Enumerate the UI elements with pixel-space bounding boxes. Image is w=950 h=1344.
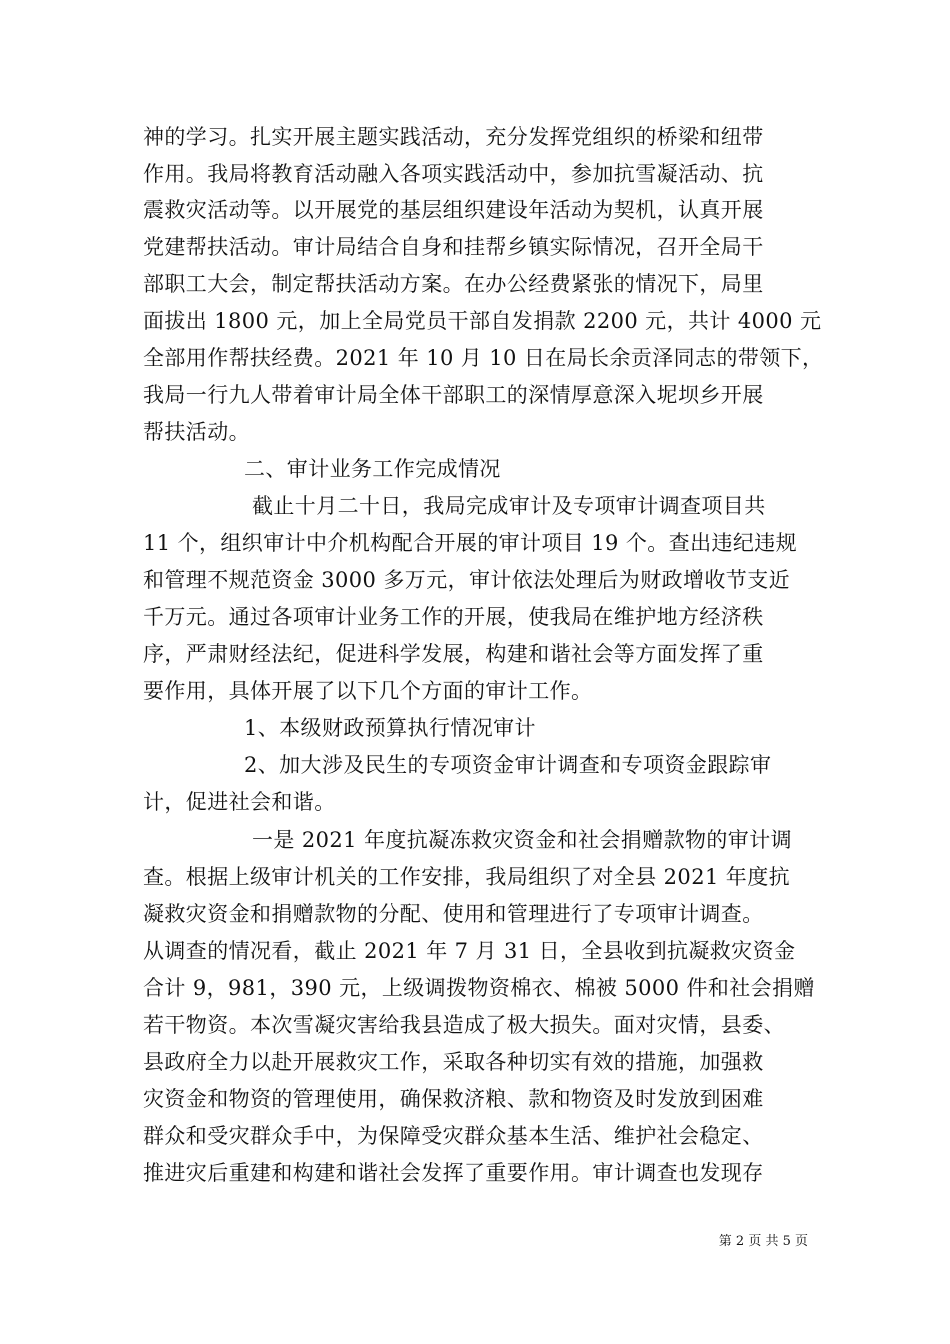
body-line: 合计 9，981，390 元，上级调拨物资棉衣、棉被 5000 件和社会捐赠 <box>143 976 815 1000</box>
body-line: 和管理不规范资金 3000 多万元，审计依法处理后为财政增收节支近 <box>143 568 790 592</box>
body-line: 神的学习。扎实开展主题实践活动，充分发挥党组织的桥梁和纽带 <box>143 125 764 149</box>
body-line: 计，促进社会和谐。 <box>143 790 336 814</box>
body-line: 震救灾活动等。以开展党的基层组织建设年活动为契机，认真开展 <box>143 198 764 222</box>
paragraph-first-line: 截止十月二十日，我局完成审计及专项审计调查项目共 <box>252 494 766 518</box>
body-line: 千万元。通过各项审计业务工作的开展，使我局在维护地方经济秩 <box>143 605 764 629</box>
body-line: 从调查的情况看，截止 2021 年 7 月 31 日，全县收到抗凝救灾资金 <box>143 939 796 963</box>
body-line: 面拔出 1800 元，加上全局党员干部自发捐款 2200 元，共计 4000 元 <box>143 309 822 333</box>
section-heading: 二、审计业务工作完成情况 <box>244 457 501 481</box>
body-line: 推进灾后重建和构建和谐社会发挥了重要作用。审计调查也发现存 <box>143 1161 764 1185</box>
page-number: 第 2 页 共 5 页 <box>718 1234 808 1249</box>
body-line: 若干物资。本次雪凝灾害给我县造成了极大损失。面对灾情，县委、 <box>143 1013 785 1037</box>
subsection-heading: 2、加大涉及民生的专项资金审计调查和专项资金跟踪审 <box>244 753 772 777</box>
body-line: 11 个，组织审计中介机构配合开展的审计项目 19 个。查出违纪违规 <box>143 531 798 555</box>
body-line: 帮扶活动。 <box>143 420 250 444</box>
body-line: 全部用作帮扶经费。2021 年 10 月 10 日在局长余贡泽同志的带领下， <box>143 346 824 370</box>
body-line: 要作用，具体开展了以下几个方面的审计工作。 <box>143 679 593 703</box>
body-line: 我局一行九人带着审计局全体干部职工的深情厚意深入坭坝乡开展 <box>143 383 764 407</box>
body-line: 群众和受灾群众手中，为保障受灾群众基本生活、维护社会稳定、 <box>143 1124 764 1148</box>
body-line: 部职工大会，制定帮扶活动方案。在办公经费紧张的情况下，局里 <box>143 272 764 296</box>
body-line: 查。根据上级审计机关的工作安排，我局组织了对全县 2021 年度抗 <box>143 865 790 889</box>
body-line: 县政府全力以赴开展救灾工作，采取各种切实有效的措施，加强救 <box>143 1050 764 1074</box>
body-line: 灾资金和物资的管理使用，确保救济粮、款和物资及时发放到困难 <box>143 1087 764 1111</box>
subsection-heading: 1、本级财政预算执行情况审计 <box>244 716 536 740</box>
paragraph-first-line: 一是 2021 年度抗凝冻救灾资金和社会捐赠款物的审计调 <box>252 828 792 852</box>
body-line: 作用。我局将教育活动融入各项实践活动中，参加抗雪凝活动、抗 <box>143 162 764 186</box>
body-line: 党建帮扶活动。审计局结合自身和挂帮乡镇实际情况，召开全局干 <box>143 235 764 259</box>
body-line: 序，严肃财经法纪，促进科学发展，构建和谐社会等方面发挥了重 <box>143 642 764 666</box>
body-line: 凝救灾资金和捐赠款物的分配、使用和管理进行了专项审计调查。 <box>143 902 764 926</box>
